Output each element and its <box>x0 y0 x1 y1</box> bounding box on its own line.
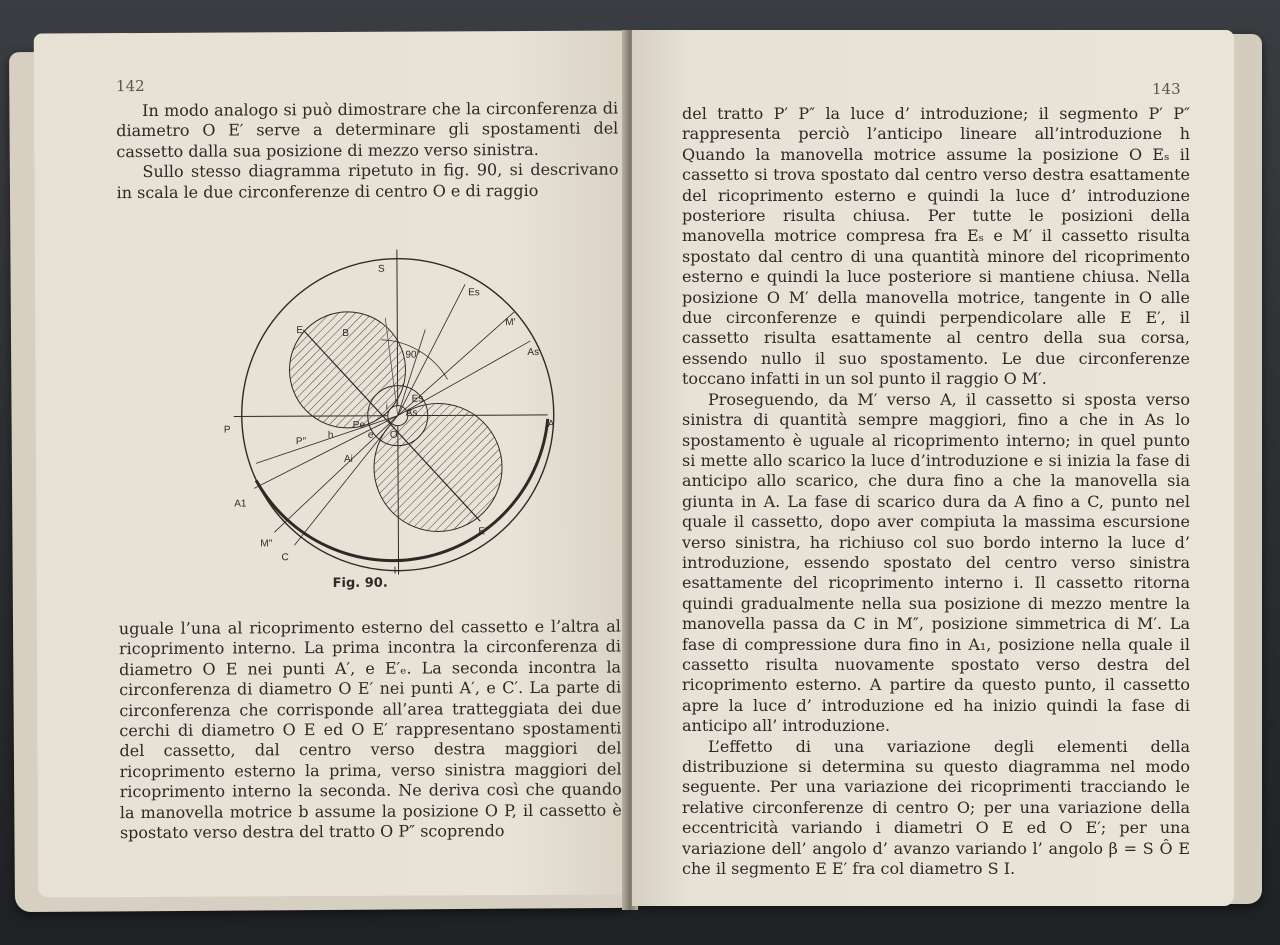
label-Pe: Pe <box>352 419 366 431</box>
page-number-left: 142 <box>115 76 145 96</box>
valve-diagram-figure <box>175 229 567 576</box>
label-E: E <box>296 325 304 337</box>
left-paragraph-1: In modo analogo si può dimostrare che la circonferenza di diametro O E′ serve a determinare gli spostamenti del cassetto dalla sua posizione di mezzo verso sinistra. <box>116 98 619 161</box>
label-I: I <box>393 565 397 576</box>
label-As: As <box>527 346 540 358</box>
label-Es-inner: Es <box>411 393 424 405</box>
label-e: e <box>367 429 374 441</box>
label-A1: A1 <box>234 498 247 510</box>
left-page <box>34 30 631 897</box>
label-Ai: Ai <box>343 453 353 465</box>
label-h: h <box>327 429 334 442</box>
left-paragraph-2: Sullo stesso diagramma ripetuto in fig. 90, si descrivano in scala le due circonferenze di centro O e di raggio <box>116 159 619 202</box>
right-page <box>632 30 1234 906</box>
label-E2: E′ <box>478 526 487 538</box>
label-A: A <box>547 418 555 430</box>
label-90deg: 90° <box>405 349 421 361</box>
right-paragraph-1: del tratto P′ P″ la luce d’ introduzione; il segmento P′ P″ rappresenta perciò l’anticipo lineare all’introduzione h Quando la manovella motrice assume la posizione O Eₛ il cassetto si trova spostato dal centro verso destra esattamente del ricoprimento esterno e quindi la luce d’ introduzione posteriore risulta chiusa. Per tutte le posizioni della manovella motrice compresa fra Eₛ e M′ il cassetto risulta spostato dal centro di una quantità minore del ricoprimento esterno e quindi la luce posteriore si mantiene chiusa. Nella posizione O M′ della manovella motrice, tangente in O alle due circonferenze e quindi perpendicolare alle E E′, il cassetto risulta esattamente al centro della sua corsa, essendo nullo il suo spostamento. Le due circonferenze toccano infatti in un sol punto il raggio O M′. <box>682 104 1190 389</box>
label-As-inner: As <box>405 407 418 419</box>
page-number-right: 143 <box>1152 80 1181 98</box>
label-i: i <box>385 401 388 413</box>
label-O: O <box>389 429 398 441</box>
right-paragraph-3: L’effetto di una variazione degli elementi della distribuzione si determina su questo diagramma nel modo seguente. Per una variazione dei ricoprimenti tracciando le relative circonferenze di centro O; per una variazione della eccentricità variando i diametri O E ed O E′; per una variazione dell’ angolo d’ avanzo variando l’ angolo β = S Ô E che il segmento E E′ fra col diametro S I. <box>682 736 1190 879</box>
label-P: P <box>223 424 231 436</box>
left-paragraph-3: uguale l’una al ricoprimento esterno del cassetto e l’altra al ricoprimento interno. La prima incontra la circonferenza di diametro O E nei punti A′, e E′ₑ. La seconda incontra la circonferenza di diametro O E′ nei punti A′, e C′. La parte di circonferenza che corrisponde all’area tratteggiata dei due cerchi di diametro O E ed O E′ rappresentano spostamenti del cassetto, dal centro verso destra maggiori del ricoprimento esterno la prima, verso sinistra maggiori del ricoprimento interno la seconda. Ne deriva così che quando la manovella motrice b assume la posizione O P, il cassetto è spostato verso destra del tratto O P″ scoprendo <box>118 616 622 843</box>
figure-caption: Fig. 90. <box>332 575 388 591</box>
valve-diagram <box>175 229 567 576</box>
label-B: B <box>342 327 350 339</box>
right-paragraph-2: Proseguendo, da M′ verso A, il cassetto si sposta verso sinistra di quantità sempre maggiori, fino a che in As lo spostamento è uguale al ricoprimento interno; in quel punto si mette allo scarico la luce d’introduzione e si inizia la fase di anticipo allo scarico, che dura fino a che la manovella sia giunta in A. La fase di scarico dura da A fino a C, punto nel quale il cassetto, dopo aver compiuta la massima escursione verso sinistra, ha richiuso col suo bordo interno la luce d’ introduzione, essendo spostato del centro verso sinistra esattamente del ricoprimento interno i. Il cassetto ritorna quindi gradualmente nella sua posizione di mezzo mentre la manovella passa da C in M″, posizione simmetrica di M′. La fase di compressione dura fino in A₁, posizione nella quale il cassetto risulta nuovamente spostato verso destra del ricoprimento esterno. A partire da questo punto, il cassetto apre la luce d’ introduzione ed ha inizio quindi la fase di anticipo all’ introduzione. <box>682 389 1190 736</box>
label-P2: P″ <box>295 436 307 448</box>
left-top-text <box>116 98 619 203</box>
left-bottom-text <box>119 616 622 843</box>
label-M1: M′ <box>505 317 516 329</box>
right-text <box>682 104 1190 879</box>
label-Es: Es <box>468 287 480 299</box>
label-M2: M″ <box>260 538 273 550</box>
label-C: C <box>281 552 289 564</box>
label-S: S <box>377 263 385 275</box>
